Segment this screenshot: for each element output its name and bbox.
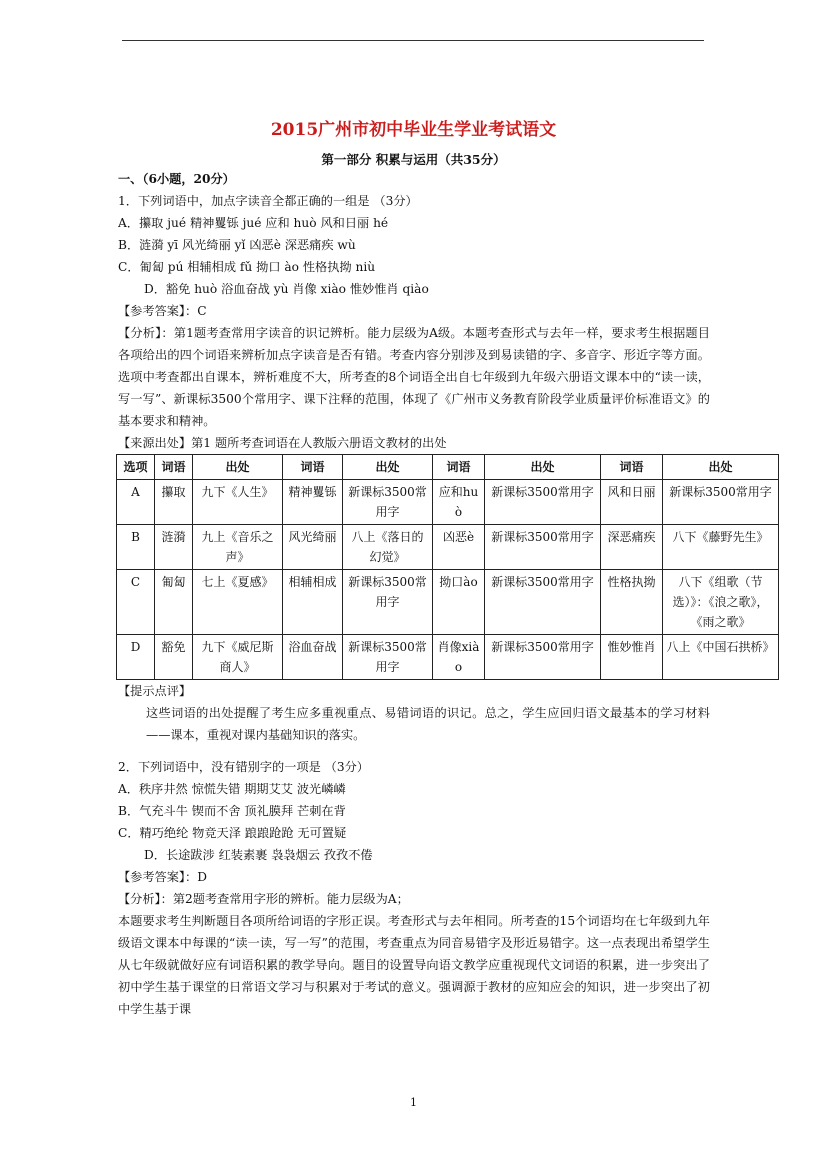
table-cell: 拗口ào	[433, 570, 485, 635]
source-table	[116, 454, 779, 680]
table-header-cell: 词语	[155, 455, 193, 480]
analysis-label: 【分析】：	[118, 326, 174, 340]
table-cell: 新课标3500常用字	[485, 635, 601, 680]
table-cell: 相辅相成	[283, 570, 343, 635]
table-cell: 新课标3500常用字	[343, 570, 433, 635]
table-cell: D	[117, 635, 155, 680]
question-1-option-c: C．匍匐 pú 相辅相成 fǔ 拗口 ào 性格执拗 niù	[118, 260, 376, 274]
source-label: 【来源出处】	[118, 436, 192, 450]
question-1-stem: 1．下列词语中，加点字读音全都正确的一组是 （3分）	[118, 194, 418, 208]
table-row	[117, 635, 779, 680]
table-cell: 惟妙惟肖	[601, 635, 663, 680]
table-cell: 风和日丽	[601, 480, 663, 525]
table-cell: 深恶痛疾	[601, 525, 663, 570]
table-cell: 新课标3500常用字	[343, 635, 433, 680]
table-cell: 浴血奋战	[283, 635, 343, 680]
page-number: 1	[410, 1096, 417, 1109]
question-1-option-b: B．涟漪 yī 风光绮丽 yǐ 凶恶è 深恶痛疾 wù	[118, 238, 356, 252]
table-cell: 豁免	[155, 635, 193, 680]
question-2-analysis-detail: 本题要求考生判断题目各项所给词语的字形正误。考查形式与去年相同。所考查的15个词语均在七年级到九年级语文课本中每课的“读一读，写一写”的范围，考查重点为同音易错字及形近易错字。这一点表现出希望学生从七年级就做好应有词语积累的教学导向。题目的设置导向语文教学应重视现代文词语的积累，进一步突出了初中学生基于课堂的日常语文学习与积累对于考试的意义。强调源于教材的应知应会的知识，进一步突出了初中学生基于课	[118, 914, 710, 1016]
table-cell: 九上《音乐之声》	[193, 525, 283, 570]
analysis-text: 第1题考查常用字读音的识记辨析。能力层级为A级。本题考查形式与去年一样，要求考生根据题目各项给出的四个词语来辨析加点字读音是否有错。考查内容分别涉及到易读错的字、多音字、形近字等方面。选项中考查都出自课本，辨析难度不大，所考查的8个词语全出自七年级到九年级六册语文课本中的“读一读，写一写”、新课标3500个常用字、课下注释的范围，体现了《广州市义务教育阶段学业质量评价标准语文》的基本要求和精神。	[118, 326, 710, 428]
table-cell: C	[117, 570, 155, 635]
table-cell: 涟漪	[155, 525, 193, 570]
table-header-cell: 选项	[117, 455, 155, 480]
question-2-stem: 2．下列词语中，没有错别字的一项是 （3分）	[118, 760, 369, 774]
table-cell: 七上《夏感》	[193, 570, 283, 635]
question-2-option-d: D．长途跋涉 红装素裹 袅袅烟云 孜孜不倦	[144, 848, 373, 862]
table-cell: B	[117, 525, 155, 570]
question-2-answer: 【参考答案】：D	[118, 870, 207, 884]
header-rule	[122, 40, 704, 41]
table-cell: 新课标3500常用字	[485, 570, 601, 635]
table-cell: 性格执拗	[601, 570, 663, 635]
table-cell: 八下《组歌（节选）》：《浪之歌》，《雨之歌》	[663, 570, 779, 635]
table-cell: 应和huò	[433, 480, 485, 525]
table-cell: 新课标3500常用字	[343, 480, 433, 525]
table-cell: 肖像xiào	[433, 635, 485, 680]
table-header-cell: 词语	[601, 455, 663, 480]
table-header-cell: 出处	[193, 455, 283, 480]
table-cell: 八下《藤野先生》	[663, 525, 779, 570]
table-row	[117, 480, 779, 525]
source-text: 第1 题所考查词语在人教版六册语文教材的出处	[191, 436, 447, 450]
analysis-label: 【分析】：	[118, 892, 173, 906]
table-cell: 九下《威尼斯商人》	[193, 635, 283, 680]
table-header-cell: 出处	[343, 455, 433, 480]
table-header-cell: 词语	[433, 455, 485, 480]
table-cell: 精神矍铄	[283, 480, 343, 525]
table-row	[117, 525, 779, 570]
table-cell: 匍匐	[155, 570, 193, 635]
main-content	[118, 168, 775, 1020]
question-2-option-a: A．秩序井然 惊慌失错 期期艾艾 波光嶙嶙	[118, 782, 346, 796]
table-cell: 新课标3500常用字	[663, 480, 779, 525]
question-1-source	[118, 432, 710, 454]
analysis-text: 第2题考查常用字形的辨析。能力层级为A；	[172, 892, 409, 906]
question-1-analysis	[118, 322, 710, 432]
question-1-answer: 【参考答案】：C	[118, 304, 207, 318]
table-row	[117, 570, 779, 635]
question-2-option-c: C．精巧绝纶 物竞天泽 踉踉跄跄 无可置疑	[118, 826, 347, 840]
table-cell: 新课标3500常用字	[485, 480, 601, 525]
table-cell: 九下《人生》	[193, 480, 283, 525]
table-cell: 攥取	[155, 480, 193, 525]
question-1-option-a: A．攥取 jué 精神矍铄 jué 应和 huò 风和日丽 hé	[118, 216, 389, 230]
part-title: 第一部分 积累与运用（共35分）	[321, 152, 506, 167]
table-header-cell: 出处	[485, 455, 601, 480]
table-cell: 八上《中国石拱桥》	[663, 635, 779, 680]
question-2-option-b: B．气充斗牛 锲而不舍 顶礼膜拜 芒刺在背	[118, 804, 346, 818]
table-header-cell: 出处	[663, 455, 779, 480]
table-header-row	[117, 455, 779, 480]
tip-text: 这些词语的出处提醒了考生应多重视重点、易错词语的识记。总之，学生应回归语文最基本的学习材料——课本，重视对课内基础知识的落实。	[146, 706, 710, 742]
question-1-option-d: D．豁免 huò 浴血奋战 yù 肖像 xiào 惟妙惟肖 qiào	[144, 282, 429, 296]
question-2-analysis	[118, 888, 710, 910]
page-title: 2015广州市初中毕业生学业考试语文	[270, 120, 557, 140]
table-header-cell: 词语	[283, 455, 343, 480]
table-cell: 风光绮丽	[283, 525, 343, 570]
table-cell: A	[117, 480, 155, 525]
tip-label: 【提示点评】	[118, 684, 192, 698]
section-heading: 一、（6小题，20分）	[118, 172, 235, 186]
table-cell: 八上《落日的幻觉》	[343, 525, 433, 570]
table-cell: 新课标3500常用字	[485, 525, 601, 570]
table-cell: 凶恶è	[433, 525, 485, 570]
